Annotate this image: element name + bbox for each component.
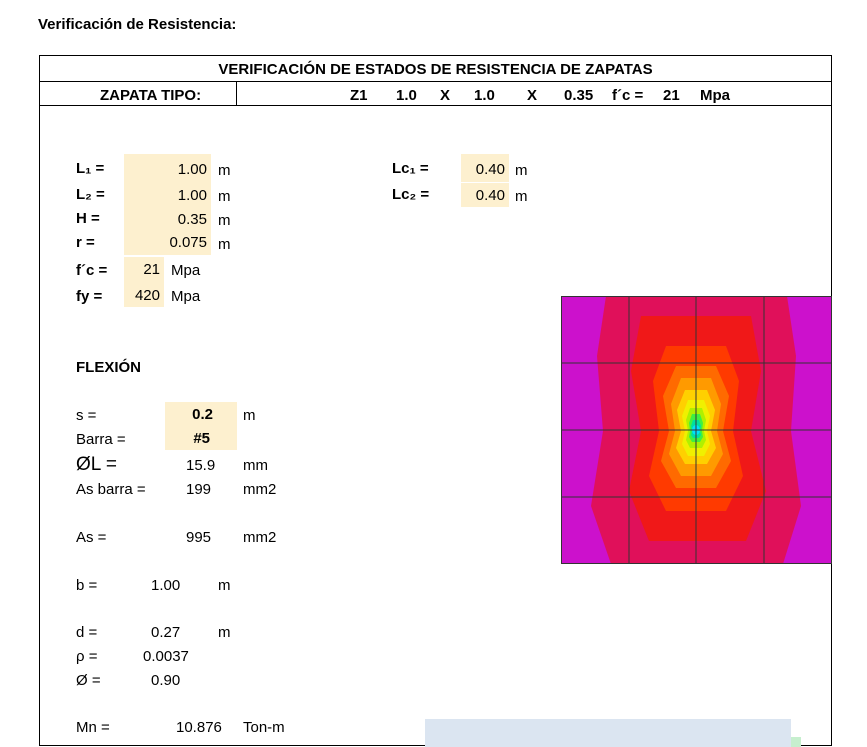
flexion-label-d: d = — [76, 624, 98, 641]
formula-image — [425, 719, 791, 747]
formula-image-accent — [791, 737, 801, 747]
flexion-label-diameter: ØL = — [76, 454, 118, 475]
flexion-unit-d: m — [218, 624, 231, 641]
input-label-l1: L₁ = — [76, 160, 105, 177]
input-label-h: H = — [76, 210, 100, 227]
zapata-tipo-label: ZAPATA TIPO: — [100, 87, 202, 104]
flexion-value-diameter: 15.9 — [186, 457, 216, 474]
column-value-lc1[interactable]: 0.40 — [461, 154, 509, 182]
input-value-fy[interactable]: 420 — [124, 283, 164, 307]
flexion-value-mn: 10.876 — [176, 719, 222, 736]
fc-unit: Mpa — [700, 87, 730, 104]
zapata-width: 1.0 — [474, 87, 495, 104]
flexion-label-phi: Ø = — [76, 672, 101, 689]
flexion-unit-s: m — [243, 407, 256, 424]
flexion-label-as-barra: As barra = — [76, 481, 146, 498]
flexion-unit-as: mm2 — [243, 529, 277, 546]
flexion-label-barra: Barra = — [76, 431, 126, 448]
table-divider — [39, 105, 832, 106]
input-value-fc[interactable]: 21 — [124, 257, 164, 283]
flexion-title: FLEXIÓN — [76, 359, 142, 376]
input-value-r[interactable]: 0.075 — [124, 232, 211, 255]
flexion-label-rho: ρ = — [76, 648, 98, 665]
column-label-lc2: Lc₂ = — [392, 186, 430, 203]
zapata-height: 0.35 — [564, 87, 594, 104]
zapata-id: Z1 — [350, 87, 368, 104]
input-value-h[interactable]: 0.35 — [124, 209, 211, 232]
column-value-lc2[interactable]: 0.40 — [461, 183, 509, 207]
stress-contour-plot — [561, 296, 832, 564]
input-label-fy: fy = — [76, 288, 103, 305]
input-unit-fc: Mpa — [171, 262, 201, 279]
times-symbol: X — [527, 87, 538, 104]
fc-label: f´c = — [612, 87, 644, 104]
input-unit-h: m — [218, 212, 231, 229]
column-unit-lc1: m — [515, 162, 528, 179]
flexion-value-s[interactable]: 0.2 — [165, 402, 237, 427]
input-label-r: r = — [76, 234, 95, 251]
flexion-unit-b: m — [218, 577, 231, 594]
section-title: Verificación de Resistencia: — [38, 16, 237, 33]
flexion-value-phi: 0.90 — [151, 672, 181, 689]
column-unit-lc2: m — [515, 188, 528, 205]
table-divider — [39, 81, 832, 82]
input-unit-r: m — [218, 236, 231, 253]
input-label-l2: L₂ = — [76, 186, 105, 203]
flexion-label-s: s = — [76, 407, 97, 424]
flexion-value-as: 995 — [186, 529, 212, 546]
flexion-value-rho: 0.0037 — [143, 648, 189, 665]
input-unit-l1: m — [218, 162, 231, 179]
input-unit-fy: Mpa — [171, 288, 201, 305]
flexion-value-b: 1.00 — [151, 577, 181, 594]
flexion-label-as: As = — [76, 529, 107, 546]
input-label-fc: f´c = — [76, 262, 108, 279]
flexion-label-b: b = — [76, 577, 98, 594]
column-label-lc1: Lc₁ = — [392, 160, 429, 177]
flexion-unit-mn: Ton-m — [243, 719, 285, 736]
input-value-l1[interactable]: 1.00 — [124, 154, 211, 185]
zapata-length: 1.0 — [396, 87, 417, 104]
input-unit-l2: m — [218, 188, 231, 205]
flexion-label-mn: Mn = — [76, 719, 110, 736]
flexion-value-d: 0.27 — [151, 624, 181, 641]
table-title: VERIFICACIÓN DE ESTADOS DE RESISTENCIA DE ZAPATAS — [218, 61, 653, 78]
flexion-value-barra[interactable]: #5 — [165, 427, 237, 450]
table-divider — [236, 81, 237, 105]
input-value-l2[interactable]: 1.00 — [124, 185, 211, 209]
flexion-value-as-barra: 199 — [186, 481, 212, 498]
times-symbol: X — [440, 87, 451, 104]
fc-value: 21 — [663, 87, 680, 104]
flexion-unit-as-barra: mm2 — [243, 481, 277, 498]
flexion-unit-diameter: mm — [243, 457, 268, 474]
